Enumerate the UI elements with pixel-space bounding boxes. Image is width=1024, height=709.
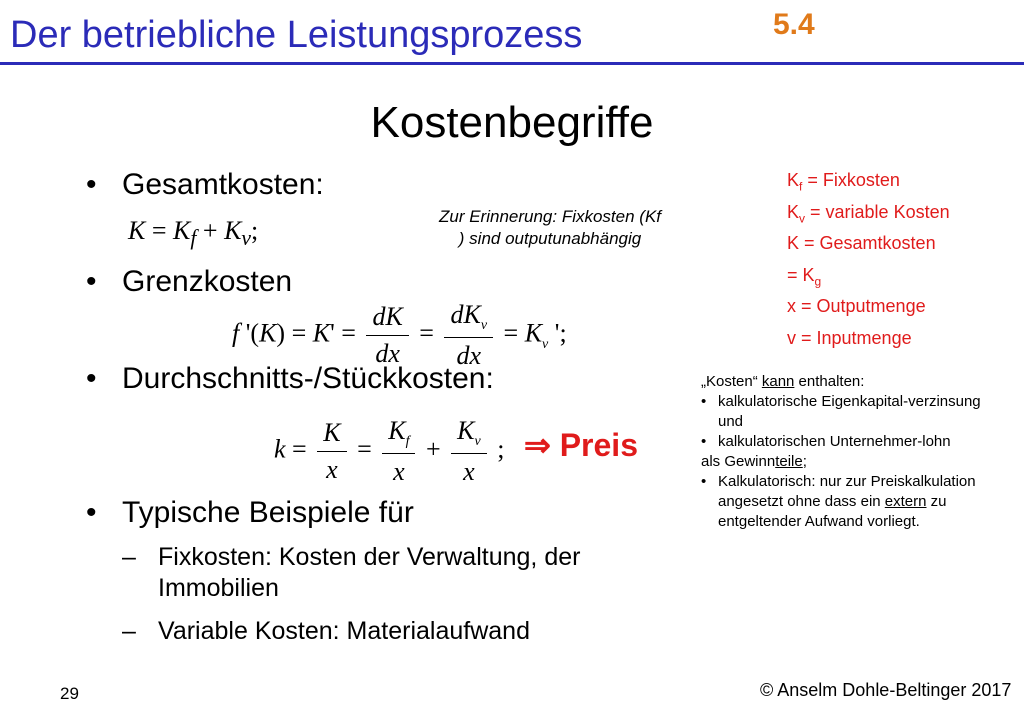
bullet-gesamtkosten: • Gesamtkosten: — [86, 168, 324, 201]
bullet-dot: • — [86, 265, 97, 298]
sub-bullet-variable-kosten: – Variable Kosten: Materialaufwand — [122, 617, 530, 645]
note-item: • Kalkulatorisch: nur zur Preiskalkulation angesetzt ohne dass ein extern zu entgeltender Aufwand vorliegt. — [701, 473, 976, 530]
header-title: Der betriebliche Leistungsprozess — [10, 14, 583, 56]
header-divider — [0, 62, 1024, 65]
formula-gesamtkosten: $K = K_f + K_v$; — [128, 216, 259, 251]
slide-title: Kostenbegriffe — [370, 98, 654, 147]
note-item: • kalkulatorische Eigenkapital-verzinsung und — [701, 393, 981, 430]
legend-item: = $K_g$ — [787, 264, 822, 289]
legend-item: $K_f$ = Fixkosten — [787, 170, 900, 194]
bullet-dot: • — [86, 168, 97, 201]
note-intro: „Kosten“ kann enthalten: — [701, 373, 865, 390]
bullet-dot: • — [86, 496, 97, 529]
symbol-legend — [787, 168, 950, 358]
sub-bullet-fixkosten: – Fixkosten: Kosten der Verwaltung, der Immobilien — [122, 543, 581, 602]
reminder-note: Zur Erinnerung: Fixkosten (Kf ) sind outputunabhängig — [438, 207, 662, 248]
note-middle: als Gewinnteile; — [701, 453, 807, 470]
note-item: • kalkulatorischen Unternehmer-lohn — [701, 433, 951, 450]
legend-item: K = Gesamtkosten — [787, 233, 936, 254]
page-number: 29 — [60, 684, 79, 703]
formula-grenzkosten: f '(K) = K' = $\frac{dK}{dx}$ = $\frac{dK_v}{dx}$ = $K_v$ '; — [232, 300, 567, 371]
kosten-note — [701, 372, 991, 532]
legend-item: $K_v$ = variable Kosten — [787, 201, 950, 226]
bullet-stueckkosten: • Durchschnitts-/Stückkosten: — [86, 362, 494, 395]
legend-item: x = Outputmenge — [787, 296, 926, 317]
copyright: © Anselm Dohle-Beltinger 2017 — [760, 680, 1012, 700]
preis-label: ⇒ Preis — [524, 427, 638, 463]
bullet-grenzkosten: • Grenzkosten — [86, 265, 293, 298]
chapter-number: 5.4 — [773, 8, 815, 41]
bullet-dot: • — [86, 362, 97, 395]
formula-stueckkosten: k = $\frac{K}{x}$ = $\frac{K_f}{x}$ + $\frac{K_v}{x}$ ; — [274, 416, 505, 487]
bullet-beispiele: • Typische Beispiele für — [86, 496, 414, 529]
legend-item: v = Inputmenge — [787, 327, 912, 348]
